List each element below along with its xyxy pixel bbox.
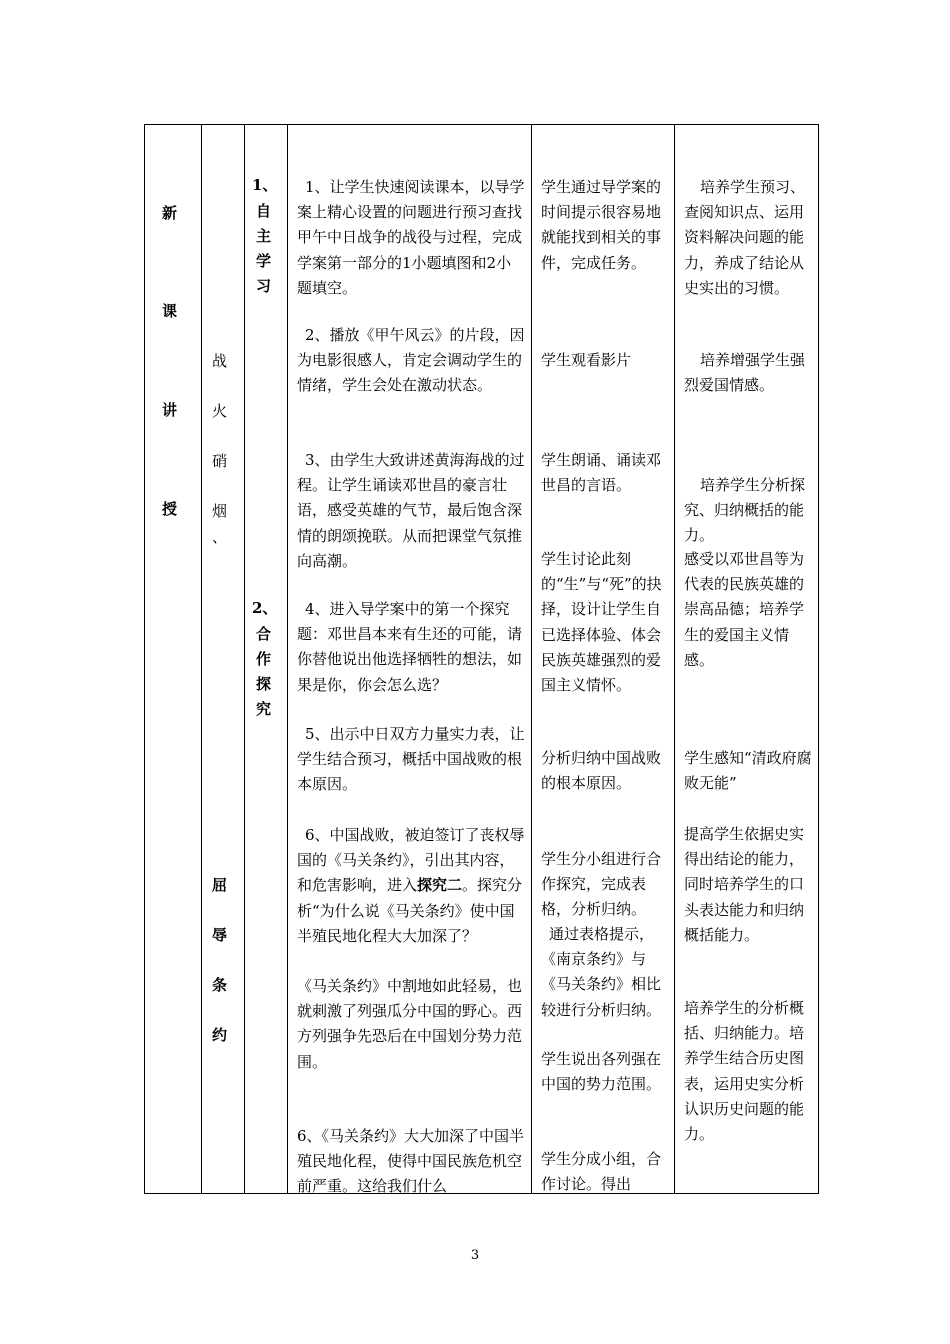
teacher-activity-1: 1、让学生快速阅读课本，以导学案上精心设置的问题进行预习查找甲午中日战争的战役与过程，完成学案第一部分的1小题填图和2小题填空。 xyxy=(297,178,525,297)
student-activity-3: 学生朗诵、诵读邓世昌的言语。 xyxy=(541,451,662,495)
column-divider xyxy=(287,124,288,1194)
student-activity-1: 学生通过导学案的时间提示很容易地就能找到相关的事件，完成任务。 xyxy=(541,178,662,272)
teacher-activity-7: 6、《马关条约》大大加深了中国半殖民地化程，使得中国民族危机空前严重。这给我们什么 xyxy=(297,1127,525,1196)
column-divider xyxy=(201,124,202,1194)
teacher-activity-5: 5、出示中日双方力量实力表，让学生结合预习，概括中国战败的根本原因。 xyxy=(297,725,525,794)
design-intent-3: 培养学生分析探究、归纳概括的能力。 xyxy=(684,476,806,545)
teacher-activity-6: 6、中国战败，被迫签订了丧权辱国的《马关条约》，引出其内容，和危害影响，进入探究二。探究分析“为什么说《马关条约》使中国半殖民地化程大大加深了？ xyxy=(297,826,525,945)
design-intent-6: 提高学生依据史实得出结论的能力，同时培养学生的口头表达能力和归纳概括能力。 xyxy=(684,825,805,944)
column-divider xyxy=(674,124,675,1194)
inquiry-two-label: 探究二 xyxy=(417,876,463,895)
student-activity-2: 学生观看影片 xyxy=(541,351,632,369)
design-intent-2: 培养增强学生强烈爱国情感。 xyxy=(684,351,806,395)
column-divider xyxy=(531,124,532,1194)
teacher-activity-6-note: 《马关条约》中割地如此轻易，也就刺激了列强瓜分中国的野心。西方列强争先恐后在中国划分势力范围。 xyxy=(297,977,523,1071)
design-intent-4: 感受以邓世昌等为代表的民族英雄的崇高品德；培养学生的爱国主义情感。 xyxy=(684,550,805,669)
student-activity-4: 学生讨论此刻的“生”与“死”的抉择，设计让学生自已选择体验、体会民族英雄强烈的爱国主义情怀。 xyxy=(541,550,662,695)
page-number: 3 xyxy=(470,1248,480,1263)
teacher-activity-4: 4、进入导学案中的第一个探究题：邓世昌本来有生还的可能，请你替他说出他选择牺牲的想法，如果是你，你会怎么选？ xyxy=(297,600,523,694)
teacher-activity-3: 3、由学生大致讲述黄海海战的过程。让学生诵读邓世昌的豪言壮语，感受英雄的气节，最后饱含深情的朗颂挽联。从而把课堂气氛推向高潮。 xyxy=(297,451,525,570)
student-activity-9: 学生分成小组，合作讨论。得出 xyxy=(541,1150,662,1194)
student-activity-8: 学生说出各列强在中国的势力范围。 xyxy=(541,1050,662,1094)
column-divider xyxy=(244,124,245,1194)
teacher-activity-2: 2、播放《甲午风云》的片段，因为电影很感人，肯定会调动学生的情绪，学生会处在激动状态。 xyxy=(297,326,525,395)
design-intent-5: 学生感知“清政府腐败无能” xyxy=(684,749,812,793)
student-activity-5: 分析归纳中国战败的根本原因。 xyxy=(541,749,662,793)
design-intent-7: 培养学生的分析概括、归纳能力。培养学生结合历史图表，运用史实分析认识历史问题的能力。 xyxy=(684,999,805,1144)
design-intent-1: 培养学生预习、查阅知识点、运用资料解决问题的能力，养成了结论从史实出的习惯。 xyxy=(684,178,806,297)
student-activity-6: 学生分小组进行合作探究，完成表格，分析归纳。 xyxy=(541,850,662,919)
student-activity-7: 通过表格提示，《南京条约》与《马关条约》相比较进行分析归纳。 xyxy=(541,925,662,1019)
